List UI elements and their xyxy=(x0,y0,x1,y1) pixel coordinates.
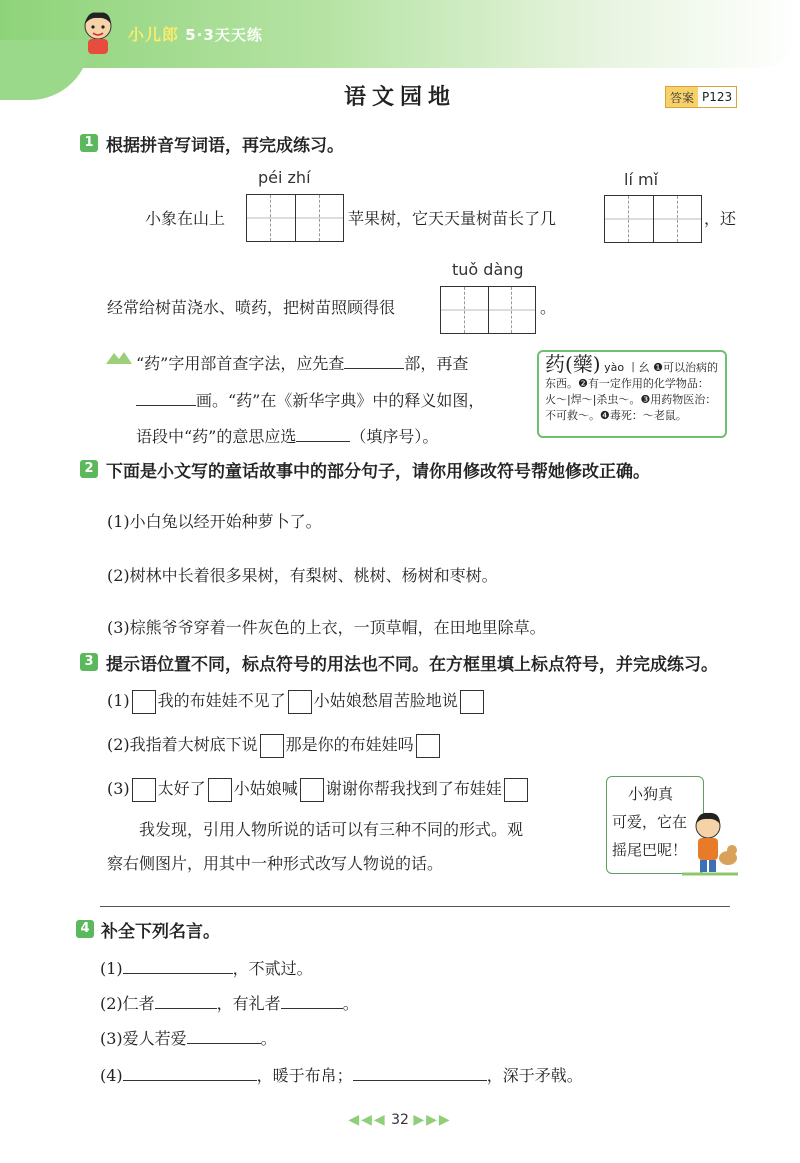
tianzige-peizhi[interactable] xyxy=(246,194,344,242)
q3-l2-text: (2)我指着大树底下说 xyxy=(107,735,258,754)
blank-quote-1[interactable] xyxy=(123,955,233,974)
q1-line1-b: 苹果树，它天天量树苗长了几 xyxy=(348,209,557,228)
punct-box[interactable] xyxy=(460,690,484,714)
punct-box[interactable] xyxy=(504,778,528,802)
q3-para-2: 察右侧图片，用其中一种形式改写人物说的话。 xyxy=(107,854,444,873)
q1-sub1 xyxy=(136,350,468,374)
blank-quote-4a[interactable] xyxy=(123,1062,257,1081)
q3-l3-text2: 小姑娘喊 xyxy=(233,779,298,798)
left-arrows-icon: ◀◀◀ xyxy=(348,1112,387,1128)
question-number-1: 1 xyxy=(80,134,98,152)
dictionary-entry xyxy=(537,350,727,438)
question-number-2: 2 xyxy=(80,460,98,478)
blank-meaning[interactable] xyxy=(296,423,350,442)
series-name: 5·3天天练 xyxy=(185,26,263,44)
blank-quote-3[interactable] xyxy=(187,1025,261,1044)
dict-pinyin: yào 丨幺 xyxy=(604,361,650,374)
page-number-value: 32 xyxy=(391,1112,409,1128)
q2-sentence-2: (2)树林中长着很多果树，有梨树、桃树、杨树和枣树。 xyxy=(107,566,498,585)
pinyin-limi: lí mǐ xyxy=(624,170,659,189)
q1-line1-a: 小象在山上 xyxy=(145,209,226,228)
q4-a4-text: ，暖于布帛； xyxy=(256,1066,353,1085)
dict-text: ❶可以治病的东西。❷有一定作用的化学物品：火～|焊～|杀虫～。❸用药物医治：不可救～。❹毒死：～老鼠。 xyxy=(545,361,718,422)
mountain-tip-icon xyxy=(106,350,132,364)
punct-box[interactable] xyxy=(300,778,324,802)
q1-sub2-a: 画。“药”在《新华字典》中的释义如图， xyxy=(196,391,485,410)
blank-quote-2b[interactable] xyxy=(281,990,343,1009)
q4-a3-text: (3)爱人若爱 xyxy=(100,1029,187,1048)
q3-l2-text2: 那是你的布娃娃吗 xyxy=(285,735,414,754)
q4-a1-num: (1) xyxy=(100,959,123,978)
q1-sub1-b: 部，再查 xyxy=(404,354,469,373)
q4-a2-text2: ，有礼者 xyxy=(216,994,281,1013)
bubble-line-1: 小狗真 xyxy=(628,785,674,803)
q3-l3-text: 太好了 xyxy=(157,779,206,798)
q2-sentence-3: (3)棕熊爷爷穿着一件灰色的上衣，一顶草帽，在田地里除草。 xyxy=(107,618,546,637)
dict-char: 药(藥) xyxy=(545,352,601,376)
q4-item-2 xyxy=(100,990,359,1014)
punct-box[interactable] xyxy=(208,778,232,802)
answer-tag[interactable] xyxy=(665,86,737,108)
brand-name: 小儿郎 xyxy=(128,25,180,44)
q3-line-2 xyxy=(107,732,442,758)
q4-a2-text: (2)仁者 xyxy=(100,994,155,1013)
q4-item-3 xyxy=(100,1025,277,1049)
q4-a2-end: 。 xyxy=(342,994,359,1013)
series-title xyxy=(128,22,263,45)
question-4-text: 补全下列名言。 xyxy=(101,922,220,942)
q4-a3-end: 。 xyxy=(260,1029,277,1048)
answer-label: 答案 xyxy=(670,90,695,105)
punct-box[interactable] xyxy=(260,734,284,758)
answer-line[interactable] xyxy=(100,906,730,907)
punct-box[interactable] xyxy=(288,690,312,714)
punct-box[interactable] xyxy=(416,734,440,758)
question-number-3: 3 xyxy=(80,653,98,671)
q4-item-1 xyxy=(100,955,313,979)
punct-box[interactable] xyxy=(132,690,156,714)
bubble-line-2: 可爱，它在 xyxy=(612,813,688,831)
header-band xyxy=(0,0,800,68)
answer-page: P123 xyxy=(698,87,736,107)
blank-quote-2a[interactable] xyxy=(155,990,217,1009)
page-number xyxy=(0,1112,800,1128)
speech-text xyxy=(612,780,687,864)
q3-l1-num: (1) xyxy=(107,691,130,710)
q3-l3-num: (3) xyxy=(107,779,130,798)
right-arrows-icon: ▶▶▶ xyxy=(413,1112,452,1128)
q1-sub3-a: 语段中“药”的意思应选 xyxy=(136,427,297,446)
blank-quote-4b[interactable] xyxy=(353,1062,487,1081)
pinyin-peizhi: péi zhí xyxy=(258,168,311,187)
q1-line1-c: ，还 xyxy=(704,209,737,228)
q1-sub3-b: （填序号）。 xyxy=(350,427,439,446)
q1-line2-a: 经常给树苗浇水、喷药，把树苗照顾得很 xyxy=(107,298,396,317)
question-3-text: 提示语位置不同，标点符号的用法也不同。在方框里填上标点符号，并完成练习。 xyxy=(106,655,718,675)
q4-a4-text2: ，深于矛戟。 xyxy=(486,1066,583,1085)
blank-radical[interactable] xyxy=(344,350,404,369)
q4-a4-num: (4) xyxy=(100,1066,123,1085)
page-title: 语文园地 xyxy=(343,85,456,110)
q4-item-4 xyxy=(100,1062,583,1086)
q1-sub2 xyxy=(136,387,484,411)
q2-sentence-1: (1)小白兔以经开始种萝卜了。 xyxy=(107,512,322,531)
question-2-text: 下面是小文写的童话故事中的部分句子，请你用修改符号帮她修改正确。 xyxy=(106,462,650,482)
question-1-text: 根据拼音写词语，再完成练习。 xyxy=(106,136,344,156)
tianzige-tuodang[interactable] xyxy=(440,286,536,334)
tianzige-limi[interactable] xyxy=(604,195,702,243)
q4-a1-text: ，不贰过。 xyxy=(232,959,313,978)
blank-strokes[interactable] xyxy=(136,387,196,406)
q3-l1-text: 我的布娃娃不见了 xyxy=(157,691,286,710)
q3-line-1 xyxy=(107,688,486,714)
q3-l3-text3: 谢谢你帮我找到了布娃娃 xyxy=(325,779,502,798)
q3-para-1: 我发现，引用人物所说的话可以有三种不同的形式。观 xyxy=(139,820,524,839)
boy-with-dog-icon xyxy=(680,808,740,876)
bubble-line-3: 摇尾巴呢！ xyxy=(612,841,688,859)
pinyin-tuodang: tuǒ dàng xyxy=(452,260,524,279)
q3-line-3 xyxy=(107,776,530,802)
q1-sub1-a: “药”字用部首查字法，应先查 xyxy=(136,354,345,373)
question-number-4: 4 xyxy=(76,920,94,938)
q1-sub3 xyxy=(136,423,438,447)
q1-line2-b: 。 xyxy=(540,298,557,317)
punct-box[interactable] xyxy=(132,778,156,802)
q3-l1-text2: 小姑娘愁眉苦脸地说 xyxy=(313,691,458,710)
mascot-boy-icon xyxy=(78,10,118,56)
